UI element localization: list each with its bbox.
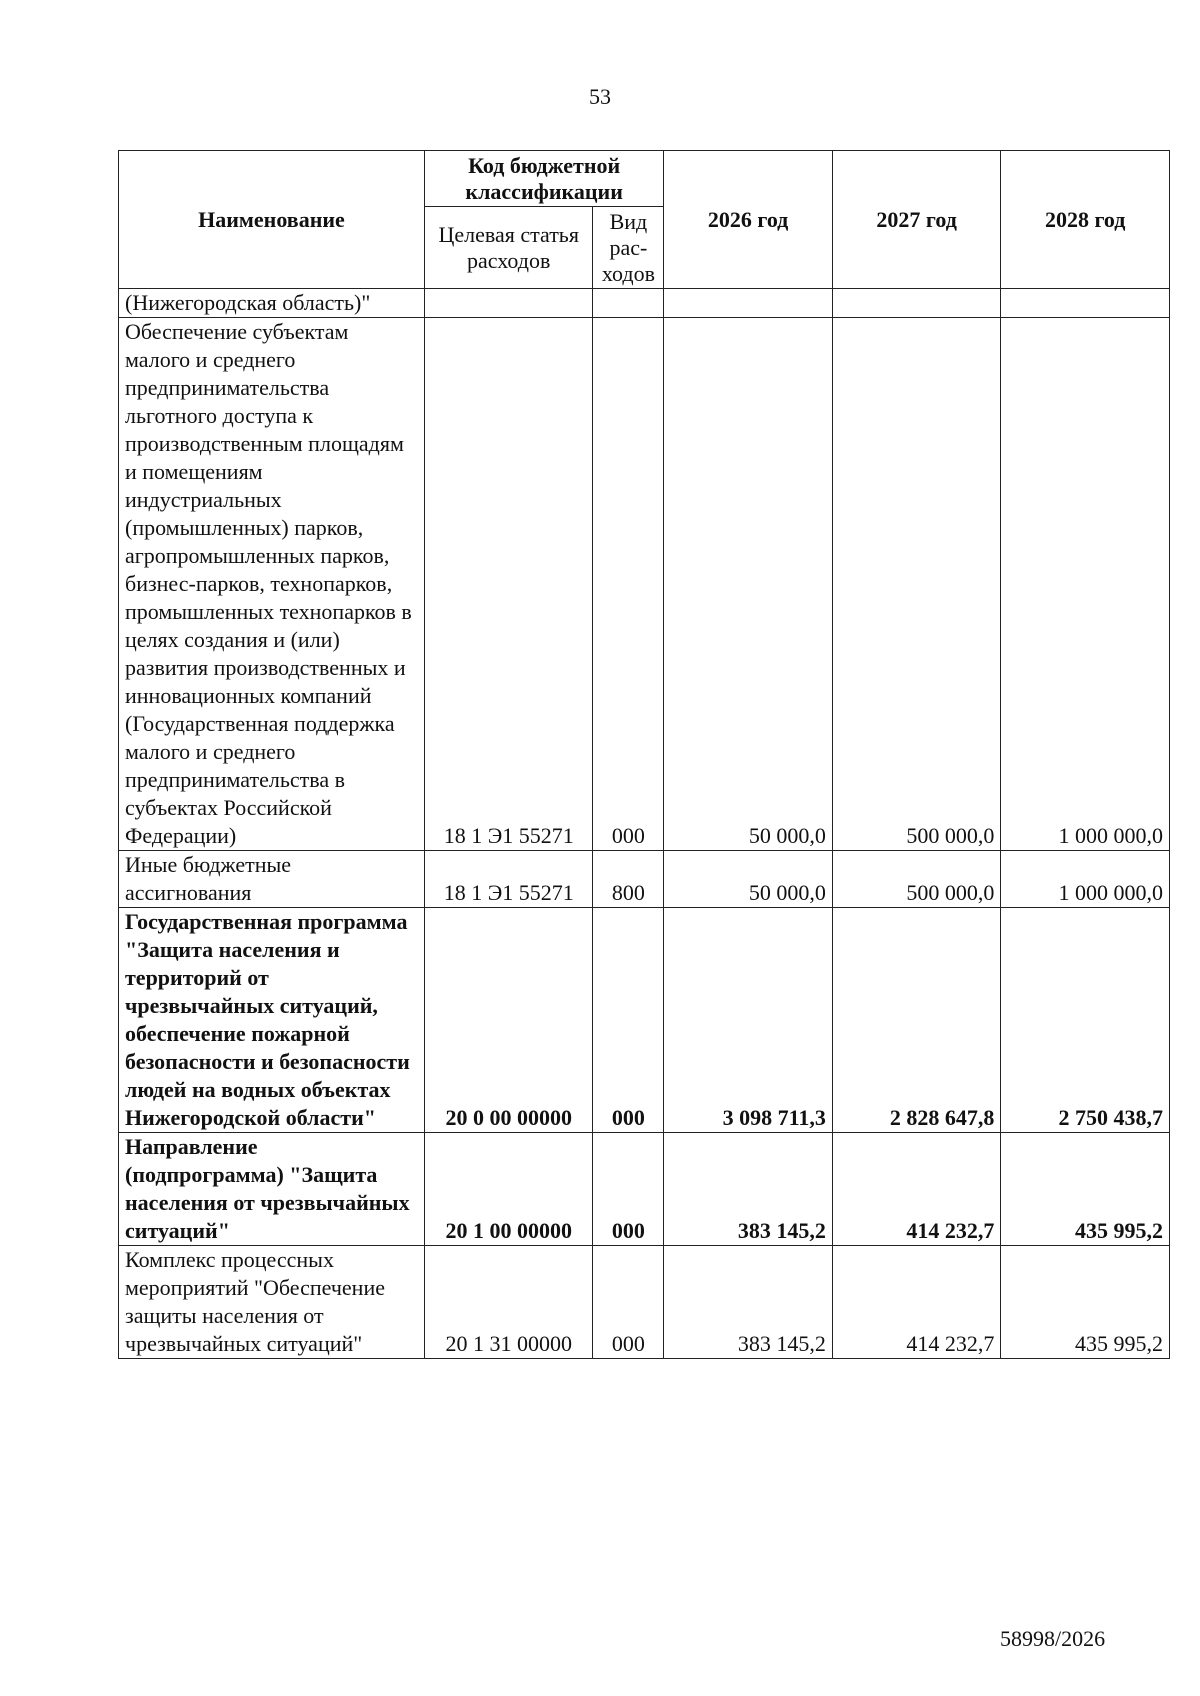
row-value-2026: 50 000,0 <box>664 851 833 908</box>
row-target-article: 20 1 00 00000 <box>424 1133 593 1246</box>
row-target-article: 18 1 Э1 55271 <box>424 318 593 851</box>
row-value-2026: 3 098 711,3 <box>664 908 833 1133</box>
table-row <box>119 851 1170 908</box>
row-value-2027: 500 000,0 <box>832 851 1001 908</box>
header-budget-code: Код бюджетной классификации <box>424 151 663 207</box>
row-target-article <box>424 289 593 318</box>
row-name: Иные бюджетные ассигнования <box>119 851 425 908</box>
row-value-2026: 383 145,2 <box>664 1246 833 1359</box>
table-header <box>119 151 1170 289</box>
row-value-2026 <box>664 289 833 318</box>
page-number: 53 <box>589 84 611 109</box>
row-name: Комплекс процессных мероприятий "Обеспечение защиты населения от чрезвычайных ситуаций" <box>119 1246 425 1359</box>
row-name: Обеспечение субъектам малого и среднего предпринимательства льготного доступа к производственным площадям и помещениям индустриальных (промышленных) парков, агропромышленных парков, бизнес-парков, технопарков, промышленных технопарков в целях создания и (или) развития производственных и инновационных компаний (Государственная поддержка малого и среднего предпринимательства в субъектах Российской Федерации) <box>119 318 425 851</box>
row-value-2027: 414 232,7 <box>832 1246 1001 1359</box>
header-year-2027: 2027 год <box>832 151 1001 289</box>
row-expense-type: 000 <box>593 1133 664 1246</box>
row-target-article: 18 1 Э1 55271 <box>424 851 593 908</box>
row-target-article: 20 1 31 00000 <box>424 1246 593 1359</box>
row-value-2027 <box>832 289 1001 318</box>
row-name: (Нижегородская область)" <box>119 289 425 318</box>
table-row <box>119 908 1170 1133</box>
row-value-2028: 435 995,2 <box>1001 1133 1170 1246</box>
row-expense-type <box>593 289 664 318</box>
row-value-2027: 500 000,0 <box>832 318 1001 851</box>
header-target-article: Целевая статья расходов <box>424 207 593 289</box>
row-value-2028: 435 995,2 <box>1001 1246 1170 1359</box>
header-expense-type: Вид рас-ходов <box>593 207 664 289</box>
row-value-2028: 1 000 000,0 <box>1001 851 1170 908</box>
table-row <box>119 318 1170 851</box>
table-row <box>119 1246 1170 1359</box>
budget-table <box>118 150 1170 1359</box>
header-year-2026: 2026 год <box>664 151 833 289</box>
row-value-2026: 383 145,2 <box>664 1133 833 1246</box>
row-value-2028 <box>1001 289 1170 318</box>
table-row <box>119 289 1170 318</box>
row-value-2026: 50 000,0 <box>664 318 833 851</box>
row-expense-type: 000 <box>593 908 664 1133</box>
row-name: Направление (подпрограмма) "Защита населения от чрезвычайных ситуаций" <box>119 1133 425 1246</box>
table-row <box>119 1133 1170 1246</box>
row-expense-type: 000 <box>593 1246 664 1359</box>
row-expense-type: 000 <box>593 318 664 851</box>
row-value-2028: 1 000 000,0 <box>1001 318 1170 851</box>
row-value-2028: 2 750 438,7 <box>1001 908 1170 1133</box>
header-name: Наименование <box>119 151 425 289</box>
document-code: 58998/2026 <box>1000 1626 1106 1651</box>
row-target-article: 20 0 00 00000 <box>424 908 593 1133</box>
row-value-2027: 414 232,7 <box>832 1133 1001 1246</box>
row-expense-type: 800 <box>593 851 664 908</box>
row-name: Государственная программа "Защита населения и территорий от чрезвычайных ситуаций, обеспечение пожарной безопасности и безопасности людей на водных объектах Нижегородской области" <box>119 908 425 1133</box>
row-value-2027: 2 828 647,8 <box>832 908 1001 1133</box>
header-year-2028: 2028 год <box>1001 151 1170 289</box>
